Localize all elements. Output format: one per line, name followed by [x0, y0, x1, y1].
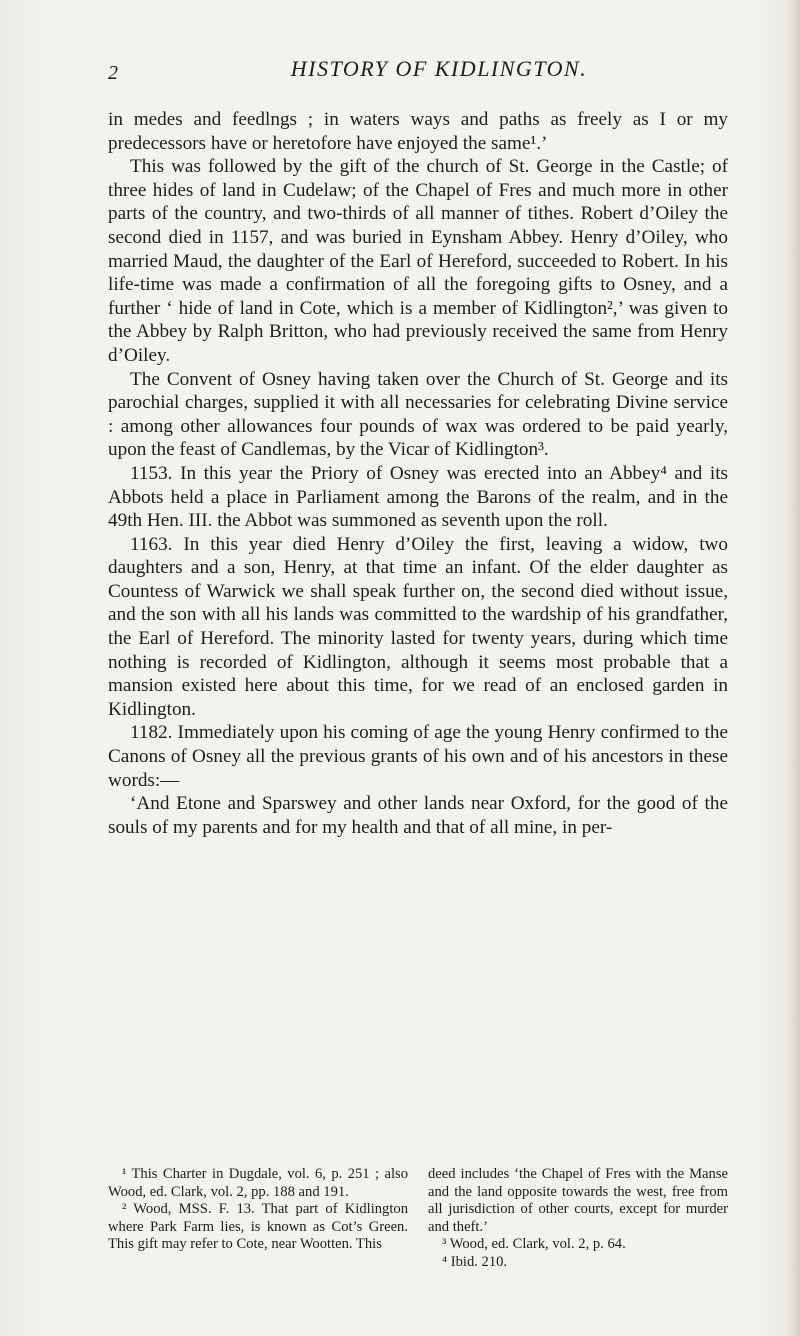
- footnote: ¹ This Charter in Dugdale, vol. 6, p. 251 ; also Wood, ed. Clark, vol. 2, pp. 188 and 191.: [108, 1166, 408, 1200]
- paragraph-year-1182: 1182. Immediately upon his coming of age the young Henry confirmed to the Canons of Osney all the previous grants of his own and of his ancestors in these words:—: [108, 722, 728, 791]
- page-edge-shadow: [786, 0, 800, 1336]
- paragraph: in medes and feedlngs ; in waters ways and paths as freely as I or my predecessors have or heretofore have enjoyed the same¹.’: [108, 109, 728, 154]
- footnote-continuation: deed includes ‘the Chapel of Fres with the Manse and the land opposite towards the west, free from all jurisdiction of other courts, except for murder and theft.’: [428, 1166, 728, 1235]
- footnote: ² Wood, MSS. F. 13. That part of Kidlington where Park Farm lies, is known as Cot’s Green. This gift may refer to Cote, near Wootten. This: [108, 1201, 408, 1253]
- quoted-charter: ‘And Etone and Sparswey and other lands near Oxford, for the good of the souls of my parents and for my health and that of all mine, in per-: [108, 793, 728, 838]
- paragraph: The Convent of Osney having taken over the Church of St. George and its parochial charges, supplied it with all necessaries for celebrating Divine service : among other allowances four pounds of wax was ordered to be paid yearly, upon the feast of Candlemas, by the Vicar of Kidlington³.: [108, 368, 728, 461]
- paragraph-year-1153: 1153. In this year the Priory of Osney was erected into an Abbey⁴ and its Abbots held a place in Parliament among the Barons of the realm, and in the 49th Hen. III. the Abbot was summoned as seventh upon the roll.: [108, 462, 728, 532]
- running-title: HISTORY OF KIDLINGTON.: [290, 56, 588, 81]
- page-number: 2: [108, 62, 118, 84]
- footnote: ³ Wood, ed. Clark, vol. 2, p. 64.: [442, 1236, 626, 1253]
- footnotes: [108, 1166, 728, 1272]
- paragraph-year-1163: 1163. In this year died Henry d’Oiley the first, leaving a widow, two daughters and a son, Henry, at that time an infant. Of the elder daughter as Countess of Warwick we shall speak further on, the second died without issue, and the son with all his lands was committed to the wardship of his grandfather, the Earl of Hereford. The minority lasted for twenty years, during which time nothing is recorded of Kidlington, although it seems most probable that a mansion existed here about this time, for we read of an enclosed garden in Kidlington.: [108, 533, 728, 720]
- page-header: [108, 56, 730, 86]
- footnotes-left-column: [108, 1166, 408, 1272]
- footnote: ⁴ Ibid. 210.: [442, 1253, 508, 1270]
- paragraph: This was followed by the gift of the church of St. George in the Castle; of three hides of land in Cudelaw; of the Chapel of Fres and much more in other parts of the country, and two-thirds of all manner of tithes. Robert d’Oiley the second died in 1157, and was buried in Eynsham Abbey. Henry d’Oiley, who married Maud, the daughter of the Earl of Hereford, succeeded to Robert. In his life-time was made a confirmation of all the foregoing gifts to Osney, and a further ‘ hide of land in Cote, which is a member of Kidlington²,’ was given to the Abbey by Ralph Britton, who had previously received the same from Henry d’Oiley.: [108, 156, 728, 366]
- body-text: [108, 108, 728, 839]
- footnotes-right-column: [428, 1166, 728, 1272]
